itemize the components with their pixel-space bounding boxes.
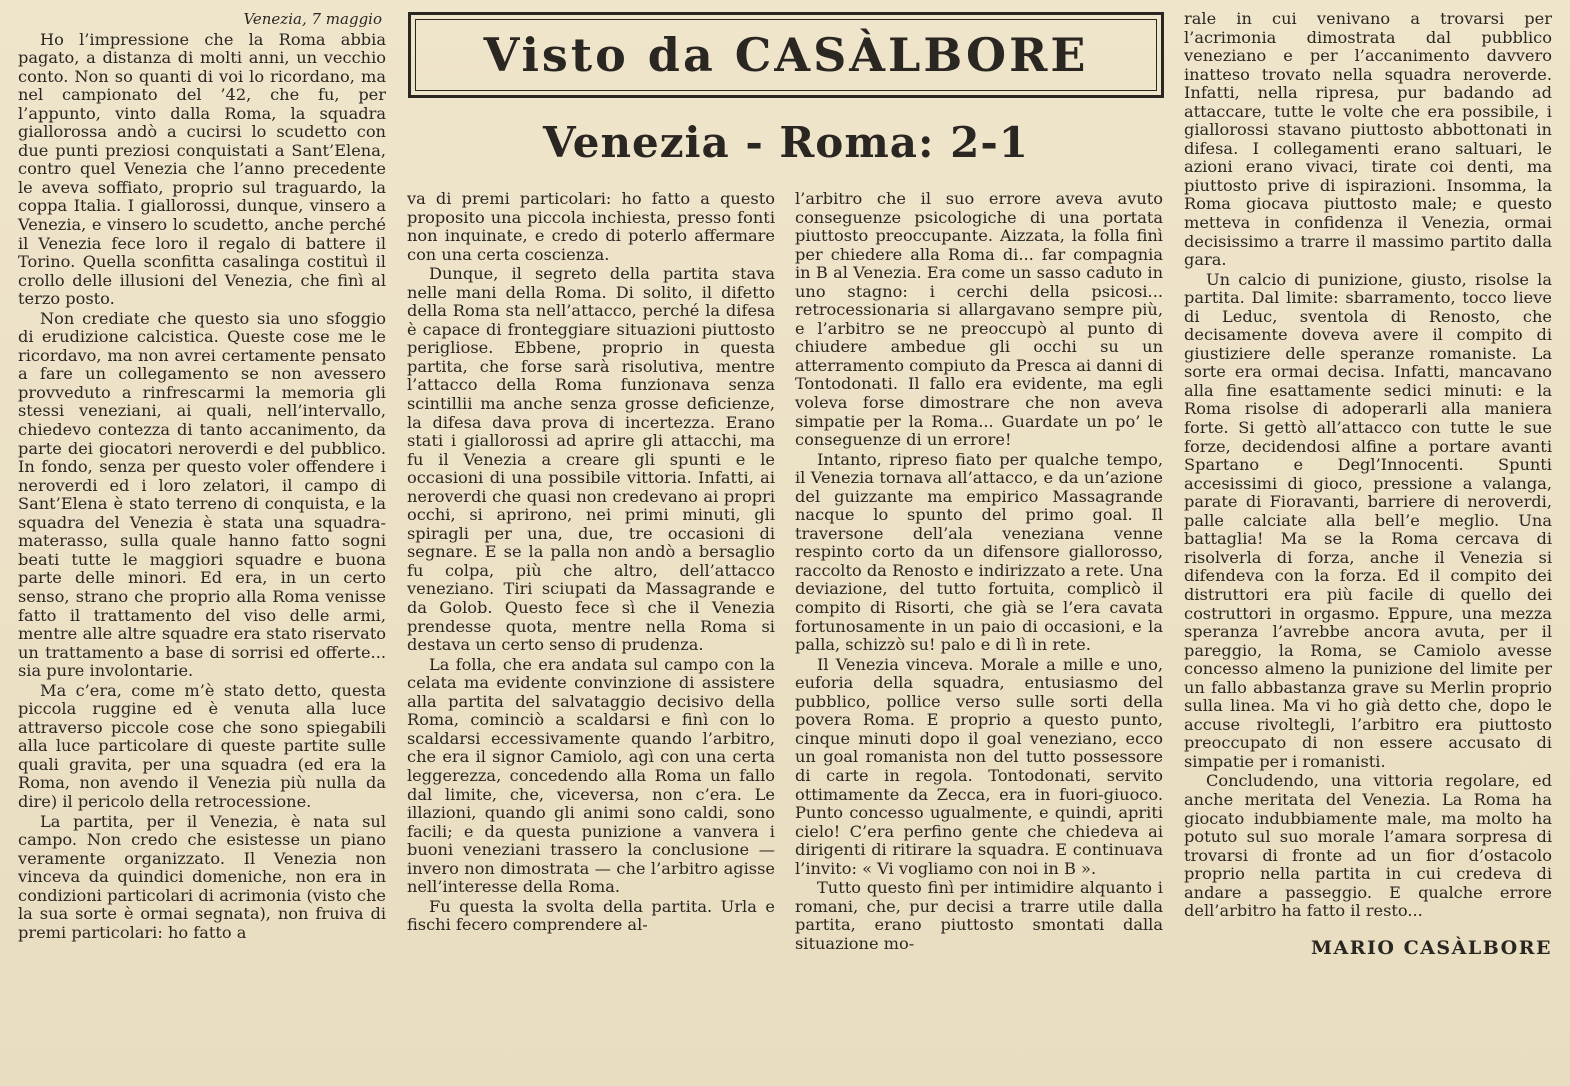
paragraph: Dunque, il segreto della partita stava nelle mani della Roma. Di solito, il difetto della Roma sta nell’attacco, perché la difesa è capace di fronteggiare situazioni piuttosto perigliose. Ebbene, proprio in questa partita, che forse sarà risolutiva, mentre l’attacco della Roma funzionava senza scintillii ma anche senza grosse deficienze, la difesa dava prova di incertezza. Erano stati i giallorossi ad aprire gli attacchi, ma fu il Venezia a creare gli spunti e le occasioni di una possibile vittoria. Infatti, ai neroverdi che quasi non credevano ai propri occhi, si aprirono, nei primi minuti, gli spiragli per una, due, tre occasioni di segnare. E se la palla non andò a bersaglio fu colpa, più che altro, dell’attacco veneziano. Tiri sciupati da Massagrande e da Golob. Questo fece sì che il Venezia prendesse quota, mentre nella Roma si destava un certo senso di prudenza. <box>407 264 775 655</box>
paragraph: rale in cui venivano a trovarsi per l’acrimonia dimostrata dal pubblico veneziano e per l’accanimento davvero inatteso trovato nella squadra neroverde. Infatti, nella ripresa, pur badando ad attaccare, tutte le volte che era possibile, i giallorossi stavano piuttosto abbottonati in difesa. I collegamenti erano saltuari, le azioni erano vivaci, tirate coi denti, ma piuttosto prive di ispirazioni. Insomma, la Roma giocava piuttosto male; e questo metteva in confidenza il Venezia, ormai decisissimo a trarre il massimo partito dalla gara. <box>1184 9 1552 270</box>
paragraph: Il Venezia vinceva. Morale a mille e uno, euforia della squadra, entusiasmo del pubblico, pollice verso sulle sorti della povera Roma. E proprio a questo punto, cinque minuti dopo il goal veneziano, ecco un goal romanista non del tutto possessore di carte in regola. Tontodonati, servito ottimamente da Zecca, era in fuori-giuoco. Punto concesso ugualmente, e quindi, apriti cielo! C’era perfino gente che chiedeva ai dirigenti di ritirare la squadra. E continuava l’invito: « Vi vogliamo con noi in B ». <box>795 654 1163 878</box>
headline: Venezia - Roma: 2-1 <box>543 118 1029 167</box>
paragraph: Concludendo, una vittoria regolare, ed anche meritata del Venezia. La Roma ha giocato indubbiamente male, ma molto ha potuto sul suo morale l’amara sorpresa di trovarsi di fronte ad un fior d’ostacolo proprio nella partita in cui credeva di andare a passeggio. E qualche errore dell’arbitro ha fatto il resto... <box>1184 771 1552 921</box>
paragraph: Intanto, ripreso fiato per qualche tempo, il Venezia tornava all’attacco, e da un’azione del guizzante ma empirico Massagrande nacque lo spunto del primo goal. Il traversone dell’ala veneziana venne respinto corto da un difensore giallorosso, raccolto da Renosto e indirizzato a rete. Una deviazione, del tutto fortuita, complicò il compito di Risorti, che già se l’era cavata fortunosamente in un paio di occasioni, e la palla, schizzò su! palo e di lì in rete. <box>795 449 1163 655</box>
paragraph: Tutto questo finì per intimidire alquanto i romani, che, pur decisi a trarre utile dalla partita, erano piuttosto smontati dalla situazione mo- <box>795 878 1163 953</box>
article-column-1 <box>18 10 386 942</box>
author-signature: MARIO CASÀLBORE <box>1310 936 1552 959</box>
paragraph: Ma c’era, come m’è stato detto, questa piccola ruggine ed è venuta alla luce attraverso piccole cose che sono spiegabili alla luce particolare di queste partite sulle quali gravita, per una squadra (ed era la Roma, non avendo il Venezia più nulla da dire) il pericolo della retrocessione. <box>18 680 386 811</box>
article-column-3 <box>795 190 1163 953</box>
paragraph: La folla, che era andata sul campo con la celata ma evidente convinzione di assistere alla partita del salvataggio decisivo della Roma, cominciò a scaldarsi e finì con lo scaldarsi eccessivamente quando l’arbitro, che era il signor Camiolo, agì con una certa leggerezza, concedendo alla Roma un fallo dal limite, che, viceversa, non c’era. Le illazioni, quando gli animi sono caldi, sono facili; e da questa punizione a vanvera i buoni veneziani trassero la conclusione — invero non dimostrata — che l’arbitro agisse nell’interesse della Roma. <box>407 654 775 897</box>
dateline: Venezia, 7 maggio <box>243 10 382 28</box>
article-column-4 <box>1184 10 1552 957</box>
paragraph: l’arbitro che il suo errore aveva avuto conseguenze psicologiche di una portata piuttosto preoccupante. Aizzata, la folla finì per chiedere alla Roma di... far compagnia in B al Venezia. Era come un sasso caduto in uno stagno: i cerchi della psicosi... retrocessionaria si allargavano sempre più, e l’arbitro se ne preoccupò al punto di chiudere ambedue gli occhi su un atterramento compiuto da Presca ai danni di Tontodonati. Il fallo era evidente, ma egli voleva forse dimostrare che non aveva simpatie per la Roma... Guardate un po’ le conseguenze di un errore! <box>795 189 1163 450</box>
paragraph: Un calcio di punizione, giusto, risolse la partita. Dal limite: sbarramento, tocco lieve di Leduc, sventola di Renosto, che decisamente doveva avere il compito di giustiziere delle speranze romaniste. La sorte era ormai decisa. Infatti, mancavano alla fine esattamente sedici minuti: e la Roma risolse di adoperarli alla maniera forte. Si gettò all’attacco con tutte le sue forze, decidendosi alfine a portare avanti Spartano e Degl’Innocenti. Spunti accesissimi di gioco, pressione a valanga, parate di Fioravanti, barriere di neroverdi, palle calciate alla bell’e meglio. Una battaglia! Ma se la Roma cercava di risolverla di forza, anche il Venezia si difendeva con la forza. Ed il compito dei distruttori era più facile di quello dei costruttori in orgasmo. Eppure, una mezza speranza l’avrebbe ancora avuta, per il pareggio, la Roma, se Camiolo avesse concesso almeno la punizione del limite per un fallo abbastanza grave su Merlin proprio sulla linea. Ma vi ho già detto che, dopo le accuse rivoltegli, l’arbitro era piuttosto preoccupato di non essere accusato di simpatie per i romanisti. <box>1184 269 1552 771</box>
column-title-box <box>408 12 1164 98</box>
column-title: Visto da CASÀLBORE <box>483 28 1089 82</box>
paragraph: Non crediate che questo sia uno sfoggio di erudizione calcistica. Queste cose me le ricordavo, ma non avrei certamente pensato a fare un collegamento se non avessero provveduto a rinfrescarmi la memoria gli stessi veneziani, ai quali, nell’intervallo, chiedevo contezza di tanto accanimento, da parte dei giocatori neroverdi e del pubblico. In fondo, senza per questo voler offendere i neroverdi ed i loro zelatori, il campo di Sant’Elena è stato terreno di conquista, e la squadra del Venezia è stata una squadra-materasso, sulla quale hanno fatto sogni beati tutte le maggiori squadre e buona parte delle minori. Ed era, in un certo senso, strano che proprio alla Roma venisse fatto il trattamento del viso delle armi, mentre alle altre squadre era stato riservato un trattamento a base di sorrisi ed offerte... sia pure involontarie. <box>18 308 386 681</box>
article-column-2 <box>407 190 775 935</box>
paragraph: La partita, per il Venezia, è nata sul campo. Non credo che esistesse un piano veramente organizzato. Il Venezia non vinceva da quindici domeniche, non era in condizioni particolari di acrimonia (visto che la sua sorte è ormai segnata), non fruiva di premi particolari: ho fatto a <box>18 811 386 942</box>
paragraph: Fu questa la svolta della partita. Urla e fischi fecero comprendere al- <box>407 896 775 935</box>
paragraph: Ho l’impressione che la Roma abbia pagato, a distanza di molti anni, un vecchio conto. Non so quanti di voi lo ricordano, ma nel campionato del ’42, che fu, per l’appunto, vinto dalla Roma, la squadra giallorossa andò a cucirsi lo scudetto con due punti preziosi conquistati a Sant’Elena, contro quel Venezia che l’anno precedente le aveva soffiato, proprio sul traguardo, la coppa Italia. I giallorossi, dunque, vinsero a Venezia, e vinsero lo scudetto, anche perché il Venezia fece loro il regalo di battere il Torino. Quella sconfitta casalinga costituì il crollo delle illusioni del Venezia, che finì al terzo posto. <box>18 29 386 309</box>
paragraph: va di premi particolari: ho fatto a questo proposito una piccola inchiesta, presso fonti non inquinate, e credo di poterlo affermare con una certa coscienza. <box>407 189 775 264</box>
